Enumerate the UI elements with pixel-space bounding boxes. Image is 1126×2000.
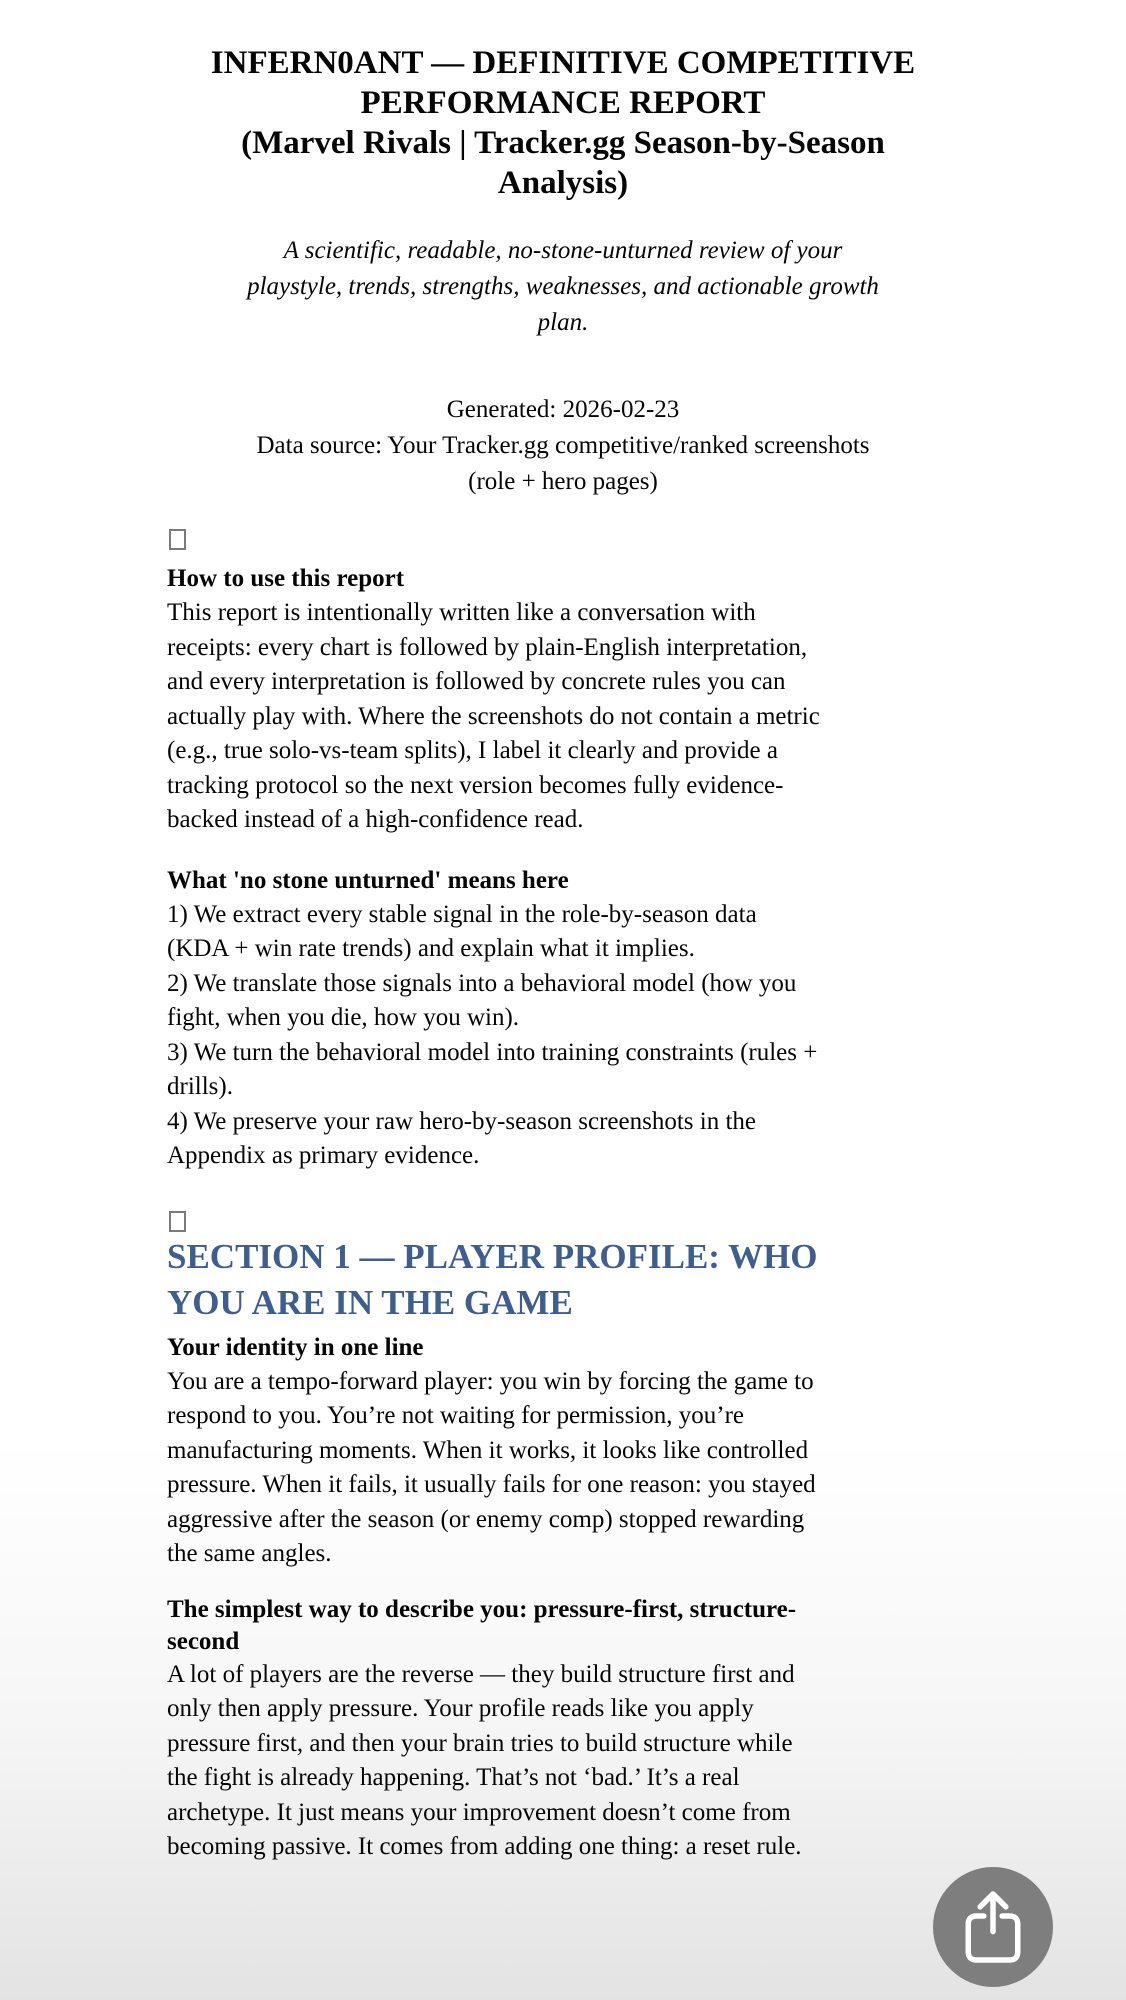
missing-glyph-row	[167, 529, 959, 552]
paragraph-simplest-way: A lot of players are the reverse — they build structure first and only then apply pressure. Your profile reads like you apply pressure first, and then your brain tries to build structure while the fight is already happening. That’s not ‘bad.’ It’s a real archetype. It just means your improvement doesn’t come from becoming passive. It comes from adding one thing: a reset rule.	[167, 1660, 802, 1860]
section1-heading: SECTION 1 — PLAYER PROFILE: WHO YOU ARE IN THE GAME	[167, 1236, 818, 1322]
share-icon	[960, 1887, 1026, 1967]
document-content	[167, 0, 959, 1865]
heading-no-stone-unturned: What 'no stone unturned' means here	[167, 866, 569, 894]
report-subtitle: A scientific, readable, no-stone-unturned review of your playstyle, trends, strengths, weaknesses, and actionable growth plan.	[247, 237, 879, 336]
heading-identity: Your identity in one line	[167, 1333, 424, 1361]
missing-glyph-row	[167, 1211, 959, 1234]
report-title: INFERN0ANT — DEFINITIVE COMPETITIVE PERFORMANCE REPORT (Marvel Rivals | Tracker.gg Season-by-Season Analysis)	[210, 45, 916, 201]
report-meta: Generated: 2026-02-23 Data source: Your Tracker.gg competitive/ranked screenshots (role + hero pages)	[256, 396, 870, 495]
paragraph-no-stone-unturned: 1) We extract every stable signal in the role-by-season data (KDA + win rate trends) and explain what it implies. 2) We translate those signals into a behavioral model (how you fight, when you die, how you win). 3) We turn the behavioral model into training constraints (rules + drills). 4) We preserve your raw hero-by-season screenshots in the Appendix as primary evidence.	[167, 900, 818, 1169]
missing-glyph-box-icon	[169, 1211, 186, 1232]
paragraph-identity: You are a tempo-forward player: you win by forcing the game to respond to you. You’re not waiting for permission, you’re manufacturing moments. When it works, it looks like controlled pressure. When it fails, it usually fails for one reason: you stayed aggressive after the season (or enemy comp) stopped rewarding the same angles.	[167, 1367, 816, 1567]
paragraph-how-to-use: This report is intentionally written like a conversation with receipts: every chart is followed by plain-English interpretation, and every interpretation is followed by concrete rules you can actually play with. Where the screenshots do not contain a metric (e.g., true solo-vs-team splits), I label it clearly and provide a tracking protocol so the next version becomes fully evidence- backed instead of a high-confidence read.	[167, 599, 820, 833]
heading-simplest-way: The simplest way to describe you: pressure-first, structure- second	[167, 1595, 797, 1655]
missing-glyph-box-icon	[169, 529, 186, 550]
heading-how-to-use: How to use this report	[167, 565, 405, 592]
share-button[interactable]	[933, 1867, 1053, 1987]
